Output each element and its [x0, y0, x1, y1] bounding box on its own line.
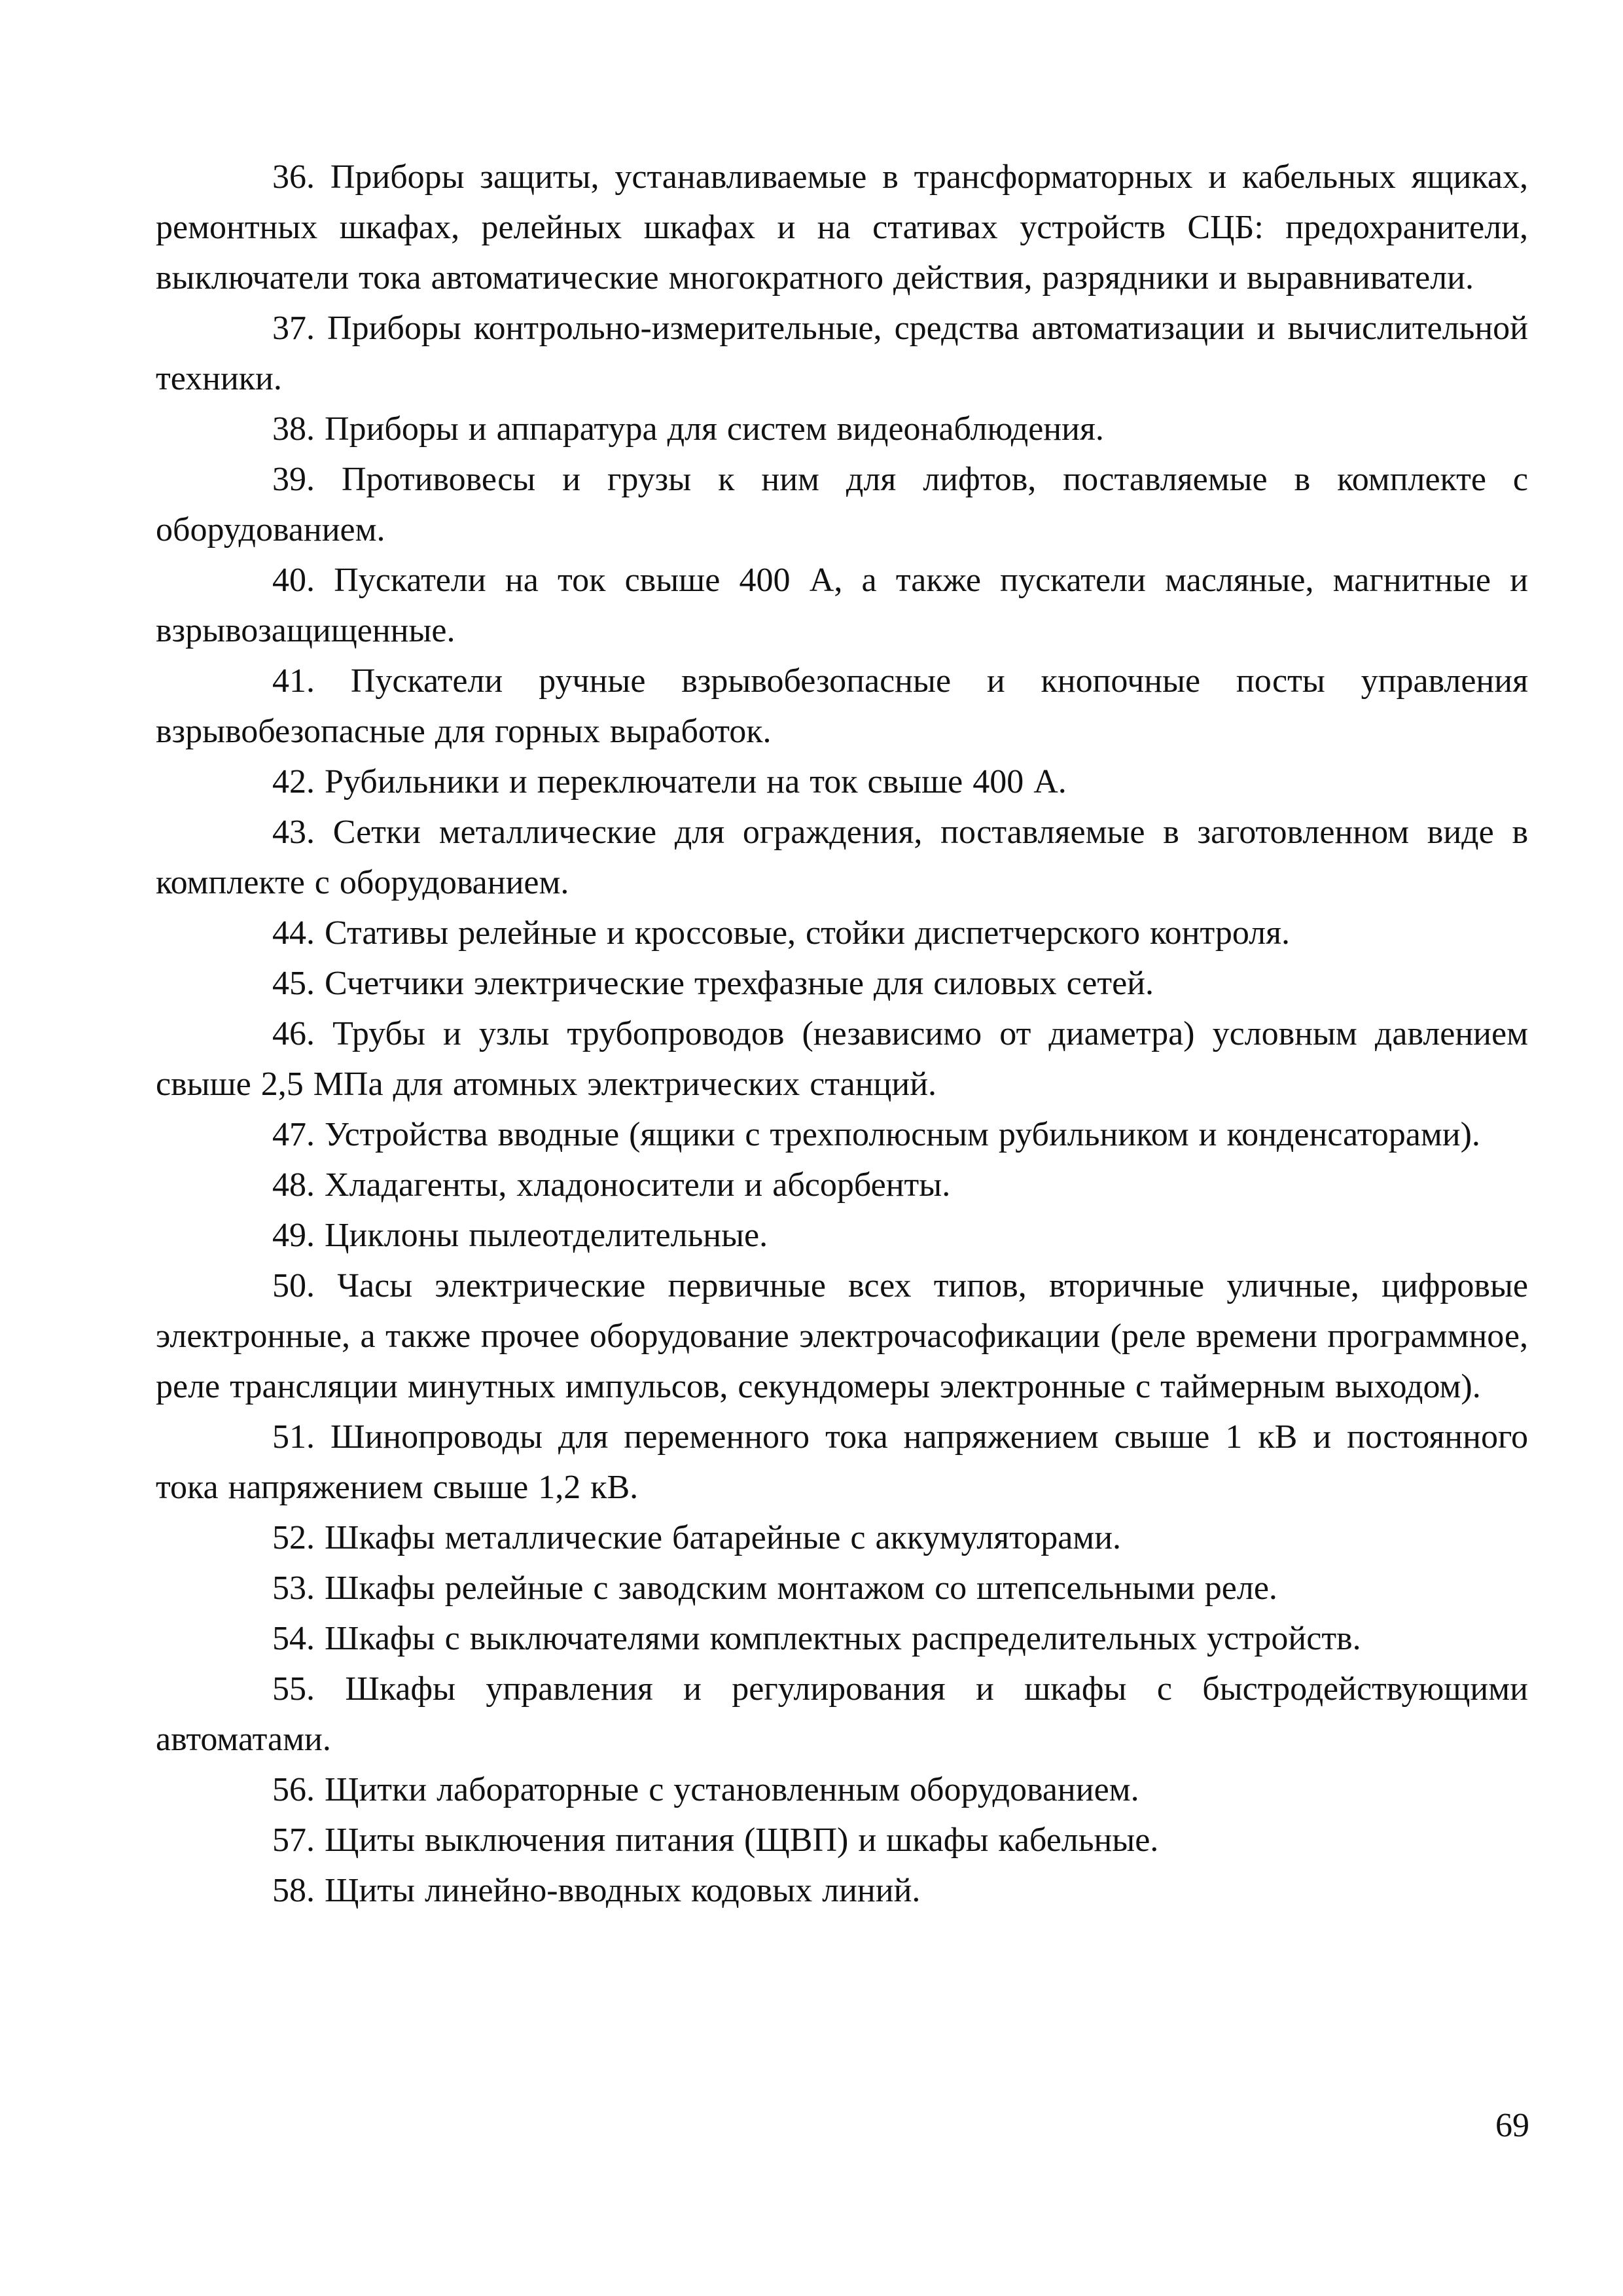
list-item-54: 54. Шкафы с выключателями комплектных распределительных устройств.: [272, 1620, 1361, 1657]
list-item-48: 48. Хладагенты, хладоносители и абсорбенты.: [272, 1166, 951, 1204]
list-item-56: 56. Щитки лабораторные с установленным оборудованием.: [272, 1771, 1139, 1808]
list-item-46: 46. Трубы и узлы трубопроводов (независимо от диаметра) условным давлением свыше 2,5 МПа для атомных электрических станций.: [156, 1015, 1528, 1103]
list-item-40: 40. Пускатели на ток свыше 400 А, а также пускатели масляные, магнитные и взрывозащищенные.: [156, 562, 1528, 649]
list-item-37: 37. Приборы контрольно-измерительные, средства автоматизации и вычислительной техники.: [156, 310, 1528, 397]
list-item-36: 36. Приборы защиты, устанавливаемые в трансформаторных и кабельных ящиках, ремонтных шкафах, релейных шкафах и на стативах устройств СЦБ: предохранители, выключатели тока автоматические многократного действия, разрядники и выравниватели.: [156, 158, 1528, 296]
list-item-45: 45. Счетчики электрические трехфазные для силовых сетей.: [272, 965, 1154, 1002]
list-item-57: 57. Щиты выключения питания (ЩВП) и шкафы кабельные.: [272, 1821, 1159, 1859]
list-item-39: 39. Противовесы и грузы к ним для лифтов, поставляемые в комплекте с оборудованием.: [156, 461, 1528, 548]
list-item-42: 42. Рубильники и переключатели на ток свыше 400 А.: [272, 763, 1067, 800]
list-item-49: 49. Циклоны пылеотделительные.: [272, 1217, 768, 1254]
list-item-44: 44. Стативы релейные и кроссовые, стойки диспетчерского контроля.: [272, 914, 1291, 952]
equipment-list: [156, 152, 1528, 1916]
page-number: 69: [1495, 2107, 1529, 2144]
list-item-38: 38. Приборы и аппаратура для систем видеонаблюдения.: [272, 410, 1104, 448]
list-item-52: 52. Шкафы металлические батарейные с аккумуляторами.: [272, 1519, 1122, 1556]
list-item-58: 58. Щиты линейно-вводных кодовых линий.: [272, 1872, 921, 1909]
list-item-53: 53. Шкафы релейные с заводским монтажом со штепсельными реле.: [272, 1570, 1277, 1607]
list-item-41: 41. Пускатели ручные взрывобезопасные и кнопочные посты управления взрывобезопасные для горных выработок.: [156, 662, 1528, 750]
list-item-51: 51. Шинопроводы для переменного тока напряжением свыше 1 кВ и постоянного тока напряжением свыше 1,2 кВ.: [156, 1418, 1528, 1506]
list-item-50: 50. Часы электрические первичные всех типов, вторичные уличные, цифровые электронные, а также прочее оборудование электрочасофикации (реле времени программное, реле трансляции минутных импульсов, секундомеры электронные с таймерным выходом).: [156, 1267, 1528, 1405]
list-item-55: 55. Шкафы управления и регулирования и шкафы с быстродействующими автоматами.: [156, 1670, 1528, 1758]
list-item-47: 47. Устройства вводные (ящики с трехполюсным рубильником и конденсаторами).: [272, 1116, 1480, 1153]
list-item-43: 43. Сетки металлические для ограждения, поставляемые в заготовленном виде в комплекте с оборудованием.: [156, 814, 1528, 901]
